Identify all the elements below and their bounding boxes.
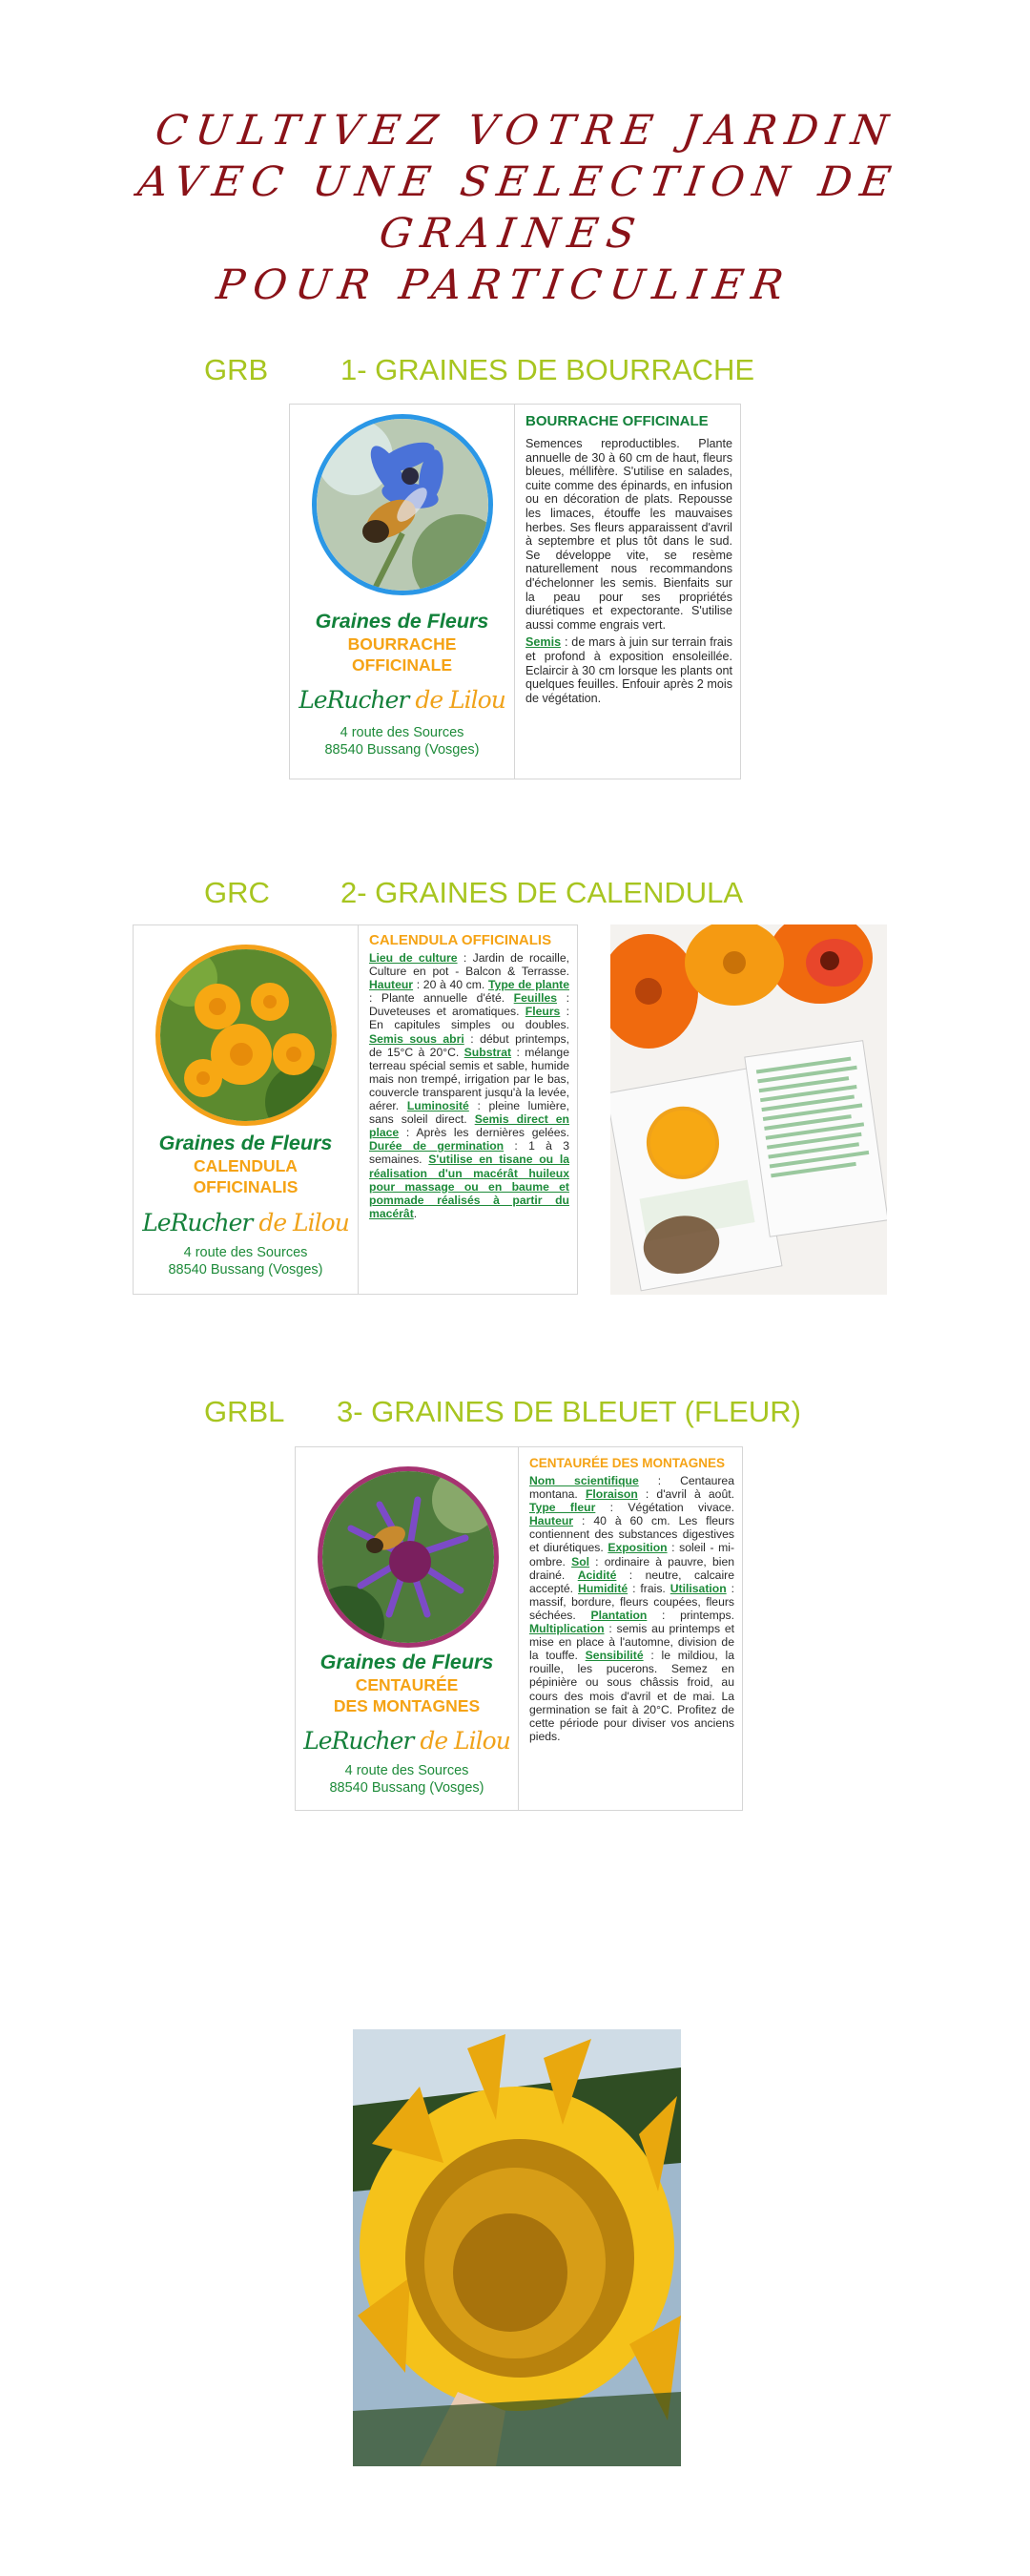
- title-line-2: AVEC UNE SELECTION DE GRAINES: [134, 158, 903, 258]
- title-line-1: CULTIVEZ VOTRE JARDIN: [152, 107, 900, 155]
- calendula-image: [160, 949, 332, 1121]
- section-heading-bleuet: 3- GRAINES DE BLEUET (FLEUR): [337, 1395, 801, 1428]
- address-line-1: 4 route des Sources: [340, 725, 464, 740]
- sowing-label: Semis: [525, 635, 562, 650]
- section-heading-bourrache: 1- GRAINES DE BOURRACHE: [340, 353, 755, 386]
- product-code-grbl: GRBL: [204, 1395, 285, 1428]
- brand-logo: LeRucher de Lilou: [142, 1209, 349, 1236]
- plant-name-line-1: BOURRACHE: [347, 634, 457, 654]
- plant-name-line-2: OFFICINALE: [352, 655, 452, 675]
- brand-logo: LeRucher de Lilou: [299, 686, 505, 714]
- cornflower-bee-image: [322, 1471, 494, 1643]
- seed-card-label: [296, 1447, 519, 1810]
- description-body: Lieu de culture : Jardin de rocaille, Culture en pot - Balcon & Terrasse. Hauteur : 20 à 40 cm. Type de plante : Plante annuelle d'été. Feuilles : Duveteuses et aromatiques. Fleurs : En capitules simples ou doubles. Semis sous abri : début printemps, de 15°C à 20°C. Substrat : mélange terreau spécial semis et sable, humide mais non trempé, irrigation par le bas, couvercle transparent jusqu'à la levée, aérer. Luminosité : pleine lumière, sans soleil direct. Semis direct en place : Après les dernières gelées. Durée de germination : 1 à 3 semaines. S'utilise en tisane ou la réalisation d'un macérât huileux pour massage ou en baume et pommade réalisés à partir du macérât.: [369, 951, 569, 1220]
- description-body: Nom scientifique : Centaurea montana. Floraison : d'avril à août. Type fleur : Végétation vivace. Hauteur : 40 à 60 cm. Les fleurs contiennent des substances digestives et diurétiques. Exposition : soleil - mi-ombre. Sol : ordinaire à pauvre, bien drainé. Acidité : neutre, calcaire accepté. Humidité : frais. Utilisation : massif, bordure, fleurs coupées, fleurs séchées. Plantation : printemps. Multiplication : semis au printemps et mise en place à l'automne, division de la touffe. Sensibilité : le mildiou, la rouille, les pucerons. Semez en pépinière ou sous châssis froid, au cours des mois d'avril et de mai. La germination se fait à 20°C. Profitez de cette période pour diviser vos anciens pieds.: [529, 1474, 735, 1743]
- borage-flower-photo: [312, 414, 493, 595]
- address-line-1: 4 route des Sources: [183, 1245, 308, 1260]
- description-title: CALENDULA OFFICINALIS: [369, 932, 552, 948]
- seed-card-bourrache[interactable]: [289, 404, 741, 779]
- plant-name-line-1: CENTAURÉE: [355, 1675, 459, 1694]
- address-line-2: 88540 Bussang (Vosges): [324, 742, 480, 758]
- seed-card-description: [520, 1447, 742, 1810]
- description-title: CENTAURÉE DES MONTAGNES: [529, 1456, 726, 1470]
- seed-category: Graines de Fleurs: [319, 1651, 494, 1673]
- seed-category: Graines de Fleurs: [158, 1132, 333, 1154]
- seed-packet-photo: [610, 924, 887, 1295]
- product-code-grb: GRB: [204, 353, 269, 386]
- seed-card-label: [134, 925, 359, 1294]
- address-line-2: 88540 Bussang (Vosges): [168, 1262, 323, 1278]
- description-body: Semences reproductibles. Plante annuelle de 30 à 60 cm de haut, fleurs bleues, méllifère. S'utilise en salades, cuite comme des épinards, en infusion ou en décoration de plats. Repousse les limaces, étouffe les mauvaises herbes. Ses fleurs apparaissent d'avril à septembre et plus tôt dans le sud. Se développe vite, se resème naturellement nous recommandons d'échelonner les semis. Bienfaits sur la peau pour ses propriétés diurétiques et expectorante. S'utilise aussi comme engrais vert.: [525, 437, 732, 632]
- sowing-text: : de mars à juin sur terrain frais et profond à exposition ensoleillée. Eclaircir à 30 cm lorsque les plants ont quelques feuilles. Enfouir après 2 mois de végétation.: [525, 635, 732, 705]
- address-line-1: 4 route des Sources: [344, 1763, 469, 1778]
- seed-card-description: [360, 925, 577, 1294]
- sunflower-image: [353, 2029, 681, 2466]
- calendula-flower-photo: [155, 945, 337, 1126]
- product-code-grc: GRC: [204, 876, 270, 909]
- page-title: [0, 105, 1030, 311]
- plant-name-line-2: OFFICINALIS: [193, 1177, 299, 1196]
- seed-card-description: [516, 405, 740, 779]
- seed-card-centauree[interactable]: [295, 1446, 743, 1811]
- calendula-packets-image: [610, 924, 887, 1295]
- seed-card-calendula[interactable]: [133, 924, 578, 1295]
- title-line-3: POUR PARTICULIER: [213, 261, 795, 309]
- section-heading-calendula: 2- GRAINES DE CALENDULA: [340, 876, 744, 909]
- address-line-2: 88540 Bussang (Vosges): [329, 1780, 484, 1796]
- cornflower-photo: [318, 1466, 499, 1648]
- sowing-info: [525, 635, 732, 705]
- plant-name-line-2: DES MONTAGNES: [333, 1696, 481, 1715]
- borage-bee-image: [317, 419, 488, 591]
- description-title: BOURRACHE OFFICINALE: [525, 413, 709, 429]
- brand-logo: LeRucher de Lilou: [303, 1727, 510, 1755]
- seed-card-label: [290, 405, 515, 779]
- seed-category: Graines de Fleurs: [315, 610, 489, 633]
- sunflower-photo: [353, 2029, 681, 2466]
- plant-name-line-1: CALENDULA: [194, 1156, 298, 1175]
